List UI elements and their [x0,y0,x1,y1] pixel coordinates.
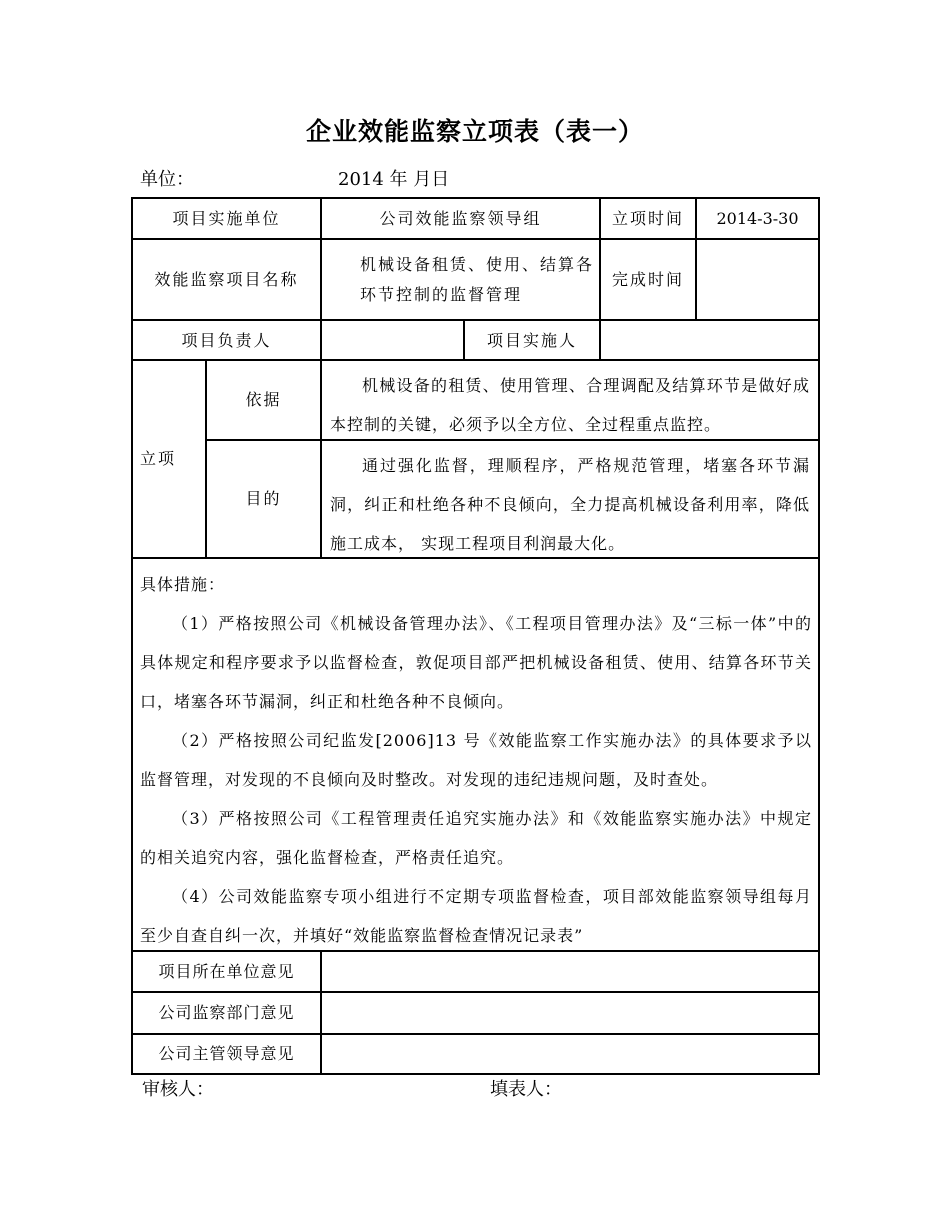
implementer-label: 项目实施人 [486,331,577,351]
unit-label: 单位： [140,169,194,190]
purpose-label: 目的 [245,489,282,509]
start-time-label: 立项时间 [611,208,684,228]
leader-label: 项目负责人 [181,331,272,351]
leader-value [322,321,463,361]
finish-time-label: 完成时间 [611,269,684,289]
finish-time-value [697,240,818,319]
leader-opinion-label: 公司主管领导意见 [158,1044,295,1064]
measure-item: （2）严格按照公司纪监发[2006]13 号《效能监察工作实施办法》的具体要求予以监督管理，对发现的不良倾向及时整改。对发现的违纪违规问题，及时查处。 [140,731,812,789]
impl-unit-label: 项目实施单位 [172,208,281,228]
lixiang-label: 立项 [139,449,176,469]
dept-opinion-label: 公司监察部门意见 [158,1003,295,1023]
basis-text: 机械设备的租赁、使用管理、合理调配及结算环节是做好成本控制的关键，必须予以全方位、全过程重点监控。 [330,376,810,434]
filler-label: 填表人： [490,1079,562,1100]
measures-heading: 具体措施： [140,575,226,594]
measures-section [140,565,812,955]
unit-opinion-label: 项目所在单位意见 [158,961,295,981]
measure-item: （1）严格按照公司《机械设备管理办法》、《工程项目管理办法》及“三标一体”中的具体规定和程序要求予以监督检查，敦促项目部严把机械设备租赁、使用、结算各环节关口，堵塞各环节漏洞，纠正和杜绝各种不良倾向。 [140,614,812,711]
implementer-value [601,321,818,361]
measure-item: （4）公司效能监察专项小组进行不定期专项监督检查，项目部效能监察领导组每月至少自查自纠一次，并填好“效能监察监督检查情况记录表” [140,887,812,945]
impl-unit-value: 公司效能监察领导组 [379,208,542,228]
project-name-value: 机械设备租赁、使用、结算各环节控制的监督管理 [360,254,595,304]
basis-label: 依据 [245,390,282,410]
page-title: 企业效能监察立项表（表一） [305,117,644,146]
purpose-text: 通过强化监督，理顺程序，严格规范管理，堵塞各环节漏洞，纠正和杜绝各种不良倾向，全力提高机械设备利用率，降低施工成本， 实现工程项目利润最大化。 [330,456,810,553]
start-time-value: 2014-3-30 [716,208,799,228]
reviewer-label: 审核人： [142,1079,214,1100]
date-text: 2014 年 月日 [338,169,450,190]
project-name-label: 效能监察项目名称 [154,269,299,289]
measure-item: （3）严格按照公司《工程管理责任追究实施办法》和《效能监察实施办法》中规定的相关追究内容，强化监督检查，严格责任追究。 [140,809,812,867]
